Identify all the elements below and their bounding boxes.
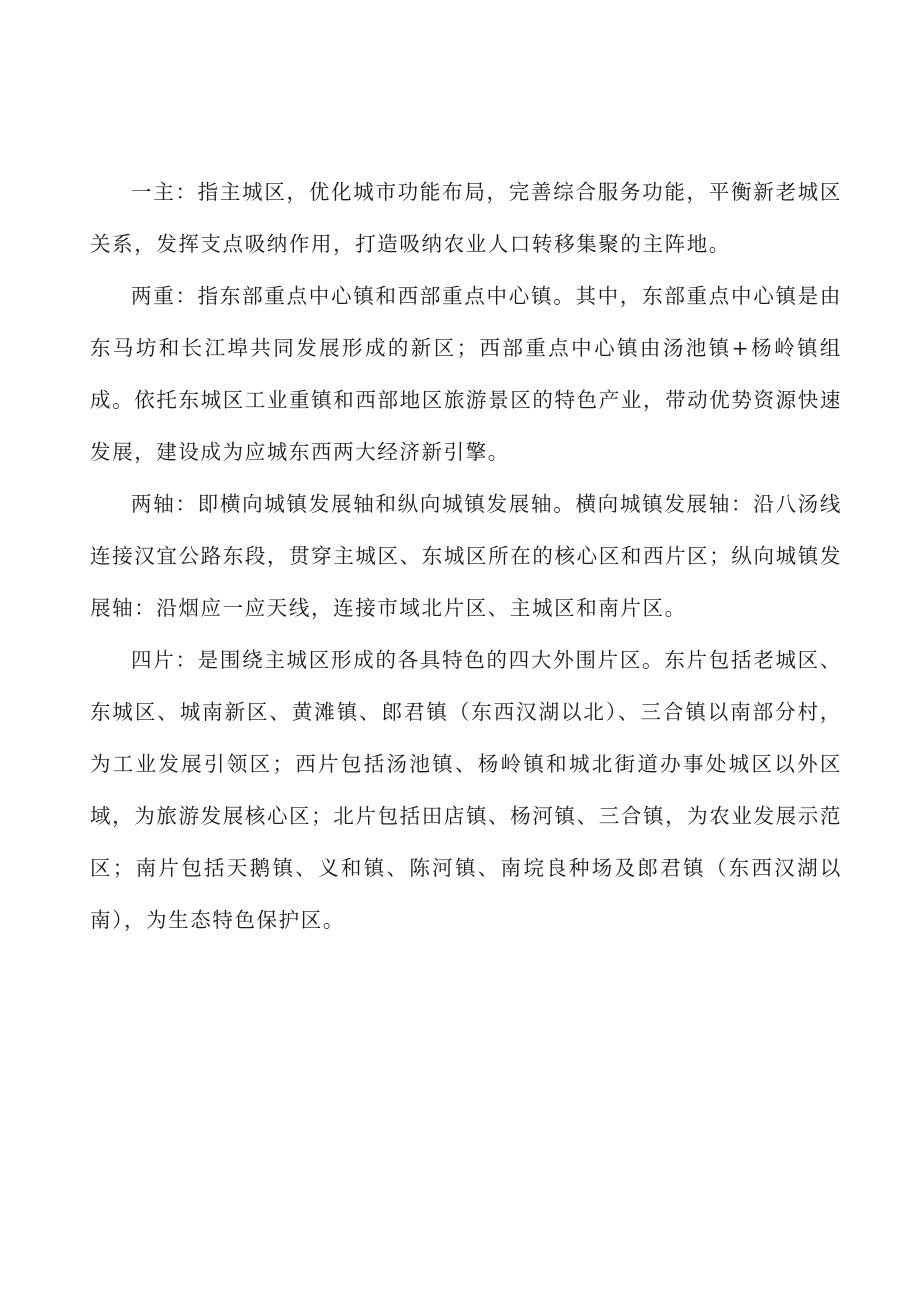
paragraph-yi-zhu: 一主：指主城区，优化城市功能布局，完善综合服务功能，平衡新老城区关系，发挥支点吸纳作用，打造吸纳农业人口转移集聚的主阵地。 bbox=[90, 180, 842, 256]
paragraph-liang-zhou: 两轴：即横向城镇发展轴和纵向城镇发展轴。横向城镇发展轴：沿八汤线连接汉宜公路东段，贯穿主城区、东城区所在的核心区和西片区；纵向城镇发展轴：沿烟应一应天线，连接市域北片区、主城区和南片区。 bbox=[90, 492, 842, 620]
paragraph-si-pian: 四片：是围绕主城区形成的各具特色的四大外围片区。东片包括老城区、东城区、城南新区、黄滩镇、郎君镇（东西汉湖以北）、三合镇以南部分村，为工业发展引领区；西片包括汤池镇、杨岭镇和城北街道办事处城区以外区域，为旅游发展核心区；北片包括田店镇、杨河镇、三合镇，为农业发展示范区；南片包括天鹅镇、义和镇、陈河镇、南垸良种场及郎君镇（东西汉湖以南），为生态特色保护区。 bbox=[90, 648, 842, 932]
paragraph-liang-zhong: 两重：指东部重点中心镇和西部重点中心镇。其中，东部重点中心镇是由东马坊和长江埠共同发展形成的新区；西部重点中心镇由汤池镇+杨岭镇组成。依托东城区工业重镇和西部地区旅游景区的特色产业，带动优势资源快速发展，建设成为应城东西两大经济新引擎。 bbox=[90, 284, 842, 464]
document-body bbox=[90, 166, 842, 946]
